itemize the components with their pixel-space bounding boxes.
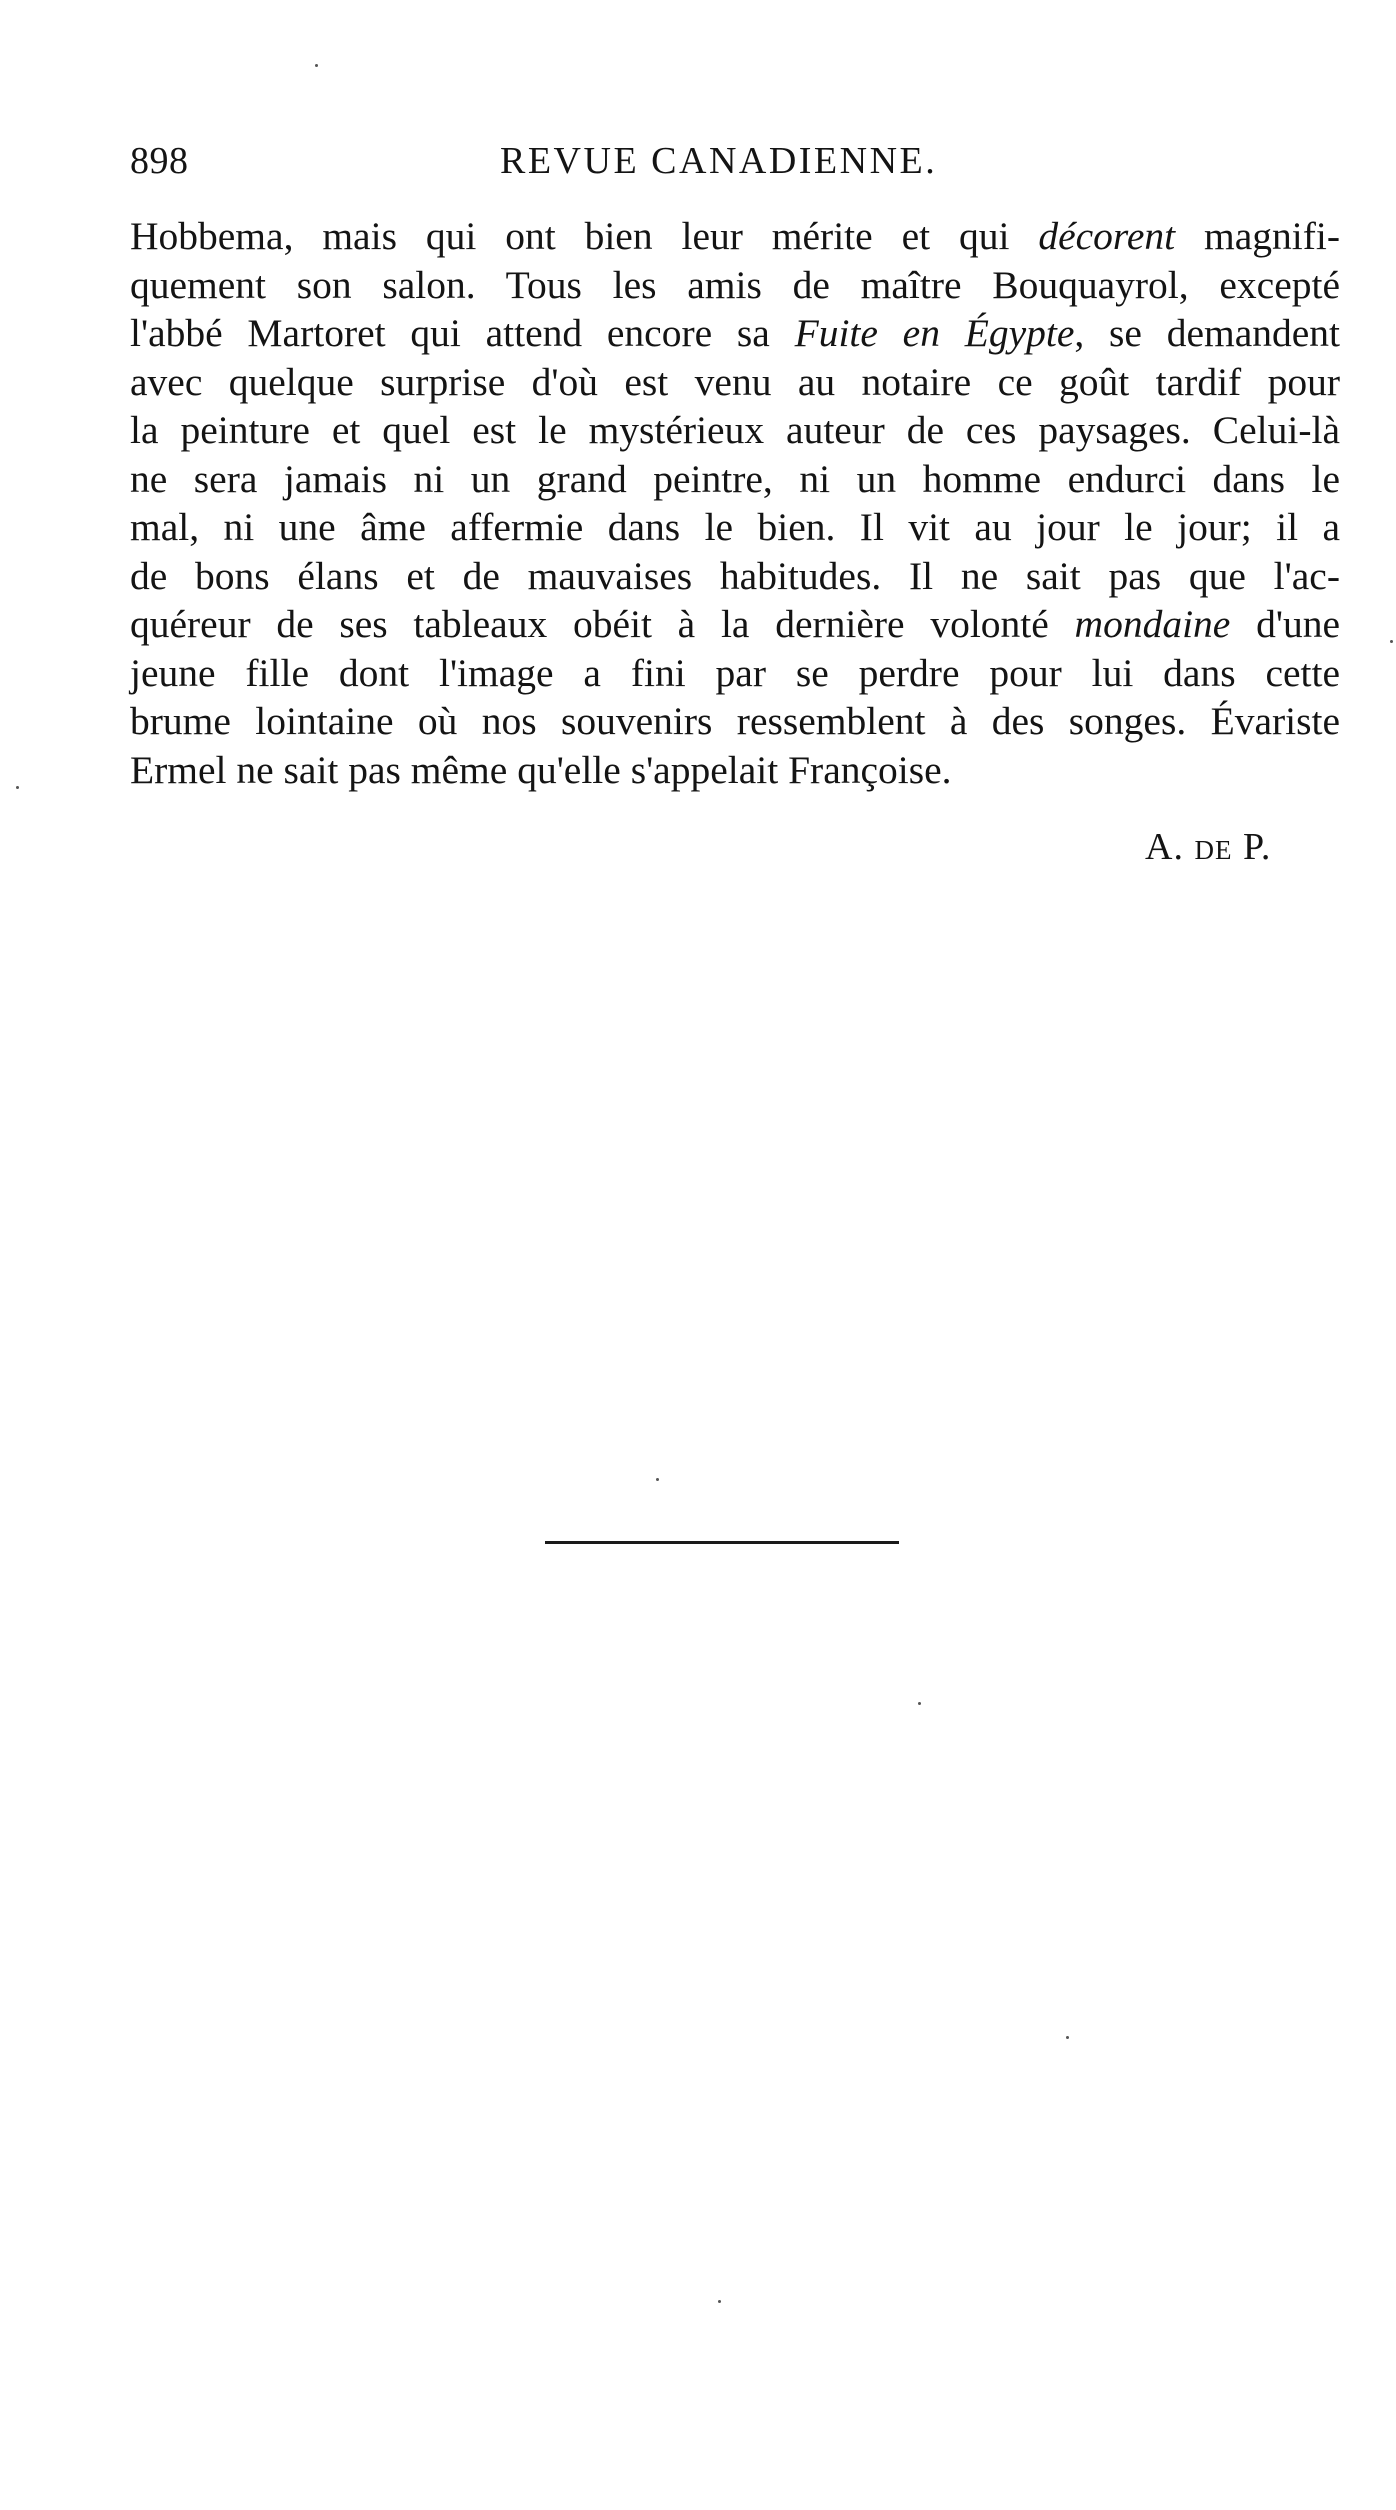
running-head: REVUE CANADIENNE. [500, 140, 938, 182]
author-signature [1145, 822, 1271, 875]
text-line: jeune fille dont l'image a fini par se perdre pour lui dans cette [130, 650, 1340, 695]
text-line: mal, ni une âme affermie dans le bien. Il vit au jour le jour; il a [130, 505, 1340, 549]
text-line: avec quelque surprise d'où est venu au notaire ce goût tardif pour [130, 359, 1340, 404]
text-line: Hobbema, mais qui ont bien leur mérite et qui décorent magnifi- [130, 214, 1341, 258]
text-line-last: Ermel ne sait pas même qu'elle s'appelait Françoise. [130, 747, 952, 792]
body-paragraph [130, 212, 1340, 794]
paper-speck [1066, 2036, 1069, 2039]
signature-initial: A. [1145, 826, 1184, 868]
page-number: 898 [130, 140, 189, 182]
signature-name: P. [1242, 826, 1272, 868]
text-line: ne sera jamais ni un grand peintre, ni un homme endurci dans le [130, 456, 1340, 501]
paper-speck [16, 786, 19, 789]
paper-speck [918, 1702, 921, 1705]
signature-particle: DE [1194, 835, 1233, 865]
text-line: la peinture et quel est le mystérieux auteur de ces paysages. Celui-là [130, 408, 1340, 452]
text-line: l'abbé Martoret qui attend encore sa Fuite en Égypte, se demandent [130, 311, 1341, 355]
page-header [130, 136, 1300, 186]
text-line: quement son salon. Tous les amis de maître Bouquayrol, excepté [130, 262, 1340, 307]
section-end-rule [545, 1541, 899, 1544]
text-line: quéreur de ses tableaux obéit à la dernière volonté mondaine d'une [130, 602, 1340, 646]
text-line: de bons élans et de mauvaises habitudes. Il ne sait pas que l'ac- [130, 553, 1340, 598]
paper-speck [315, 64, 318, 67]
paper-speck [656, 1478, 659, 1481]
text-line: brume lointaine où nos souvenirs ressemblent à des songes. Évariste [130, 699, 1340, 743]
paper-speck [718, 2300, 721, 2303]
paper-speck [1390, 640, 1393, 643]
